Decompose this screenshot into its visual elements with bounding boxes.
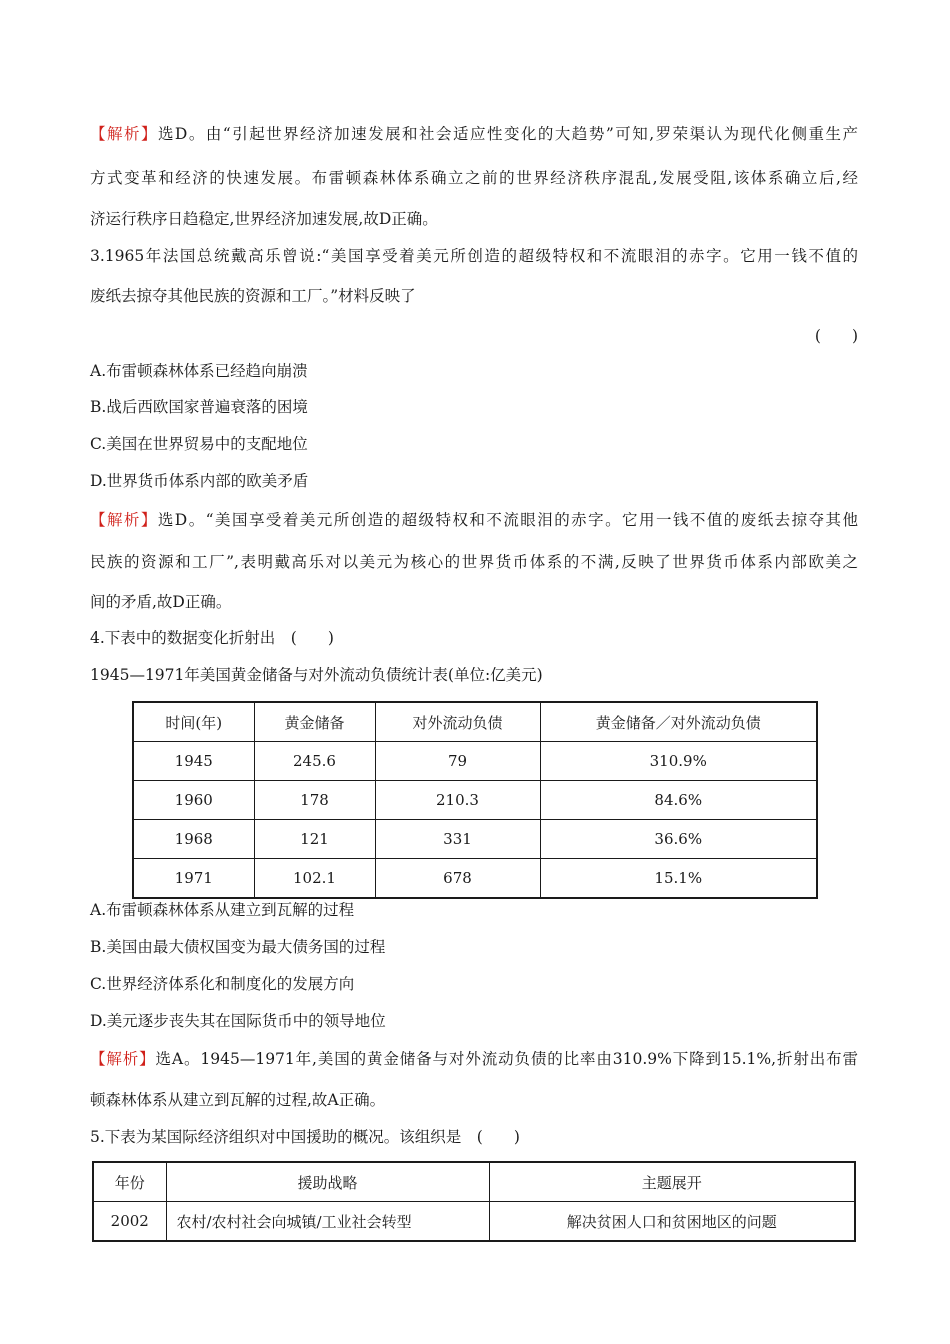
gold-reserve-table [132, 701, 818, 899]
q3-analysis-line2: 民族的资源和工厂”,表明戴高乐对以美元为核心的世界货币体系的不满,反映了世界货币体系内部欧美之 [90, 553, 858, 571]
q3-option-a: A.布雷顿森林体系已经趋向崩溃 [90, 362, 308, 380]
table-cell: 2002 [93, 1202, 166, 1242]
table-row [133, 742, 817, 781]
q4-option-c: C.世界经济体系化和制度化的发展方向 [90, 975, 355, 993]
q4-option-d: D.美元逐步丧失其在国际货币中的领导地位 [90, 1012, 386, 1030]
table-row [93, 1202, 855, 1242]
analysis-tag: 【解析】 [90, 1050, 156, 1068]
table-cell: 79 [375, 742, 540, 781]
table-cell: 84.6% [540, 781, 817, 820]
table-header-row [133, 702, 817, 742]
q3-option-c: C.美国在世界贸易中的支配地位 [90, 435, 308, 453]
table-header-cell: 主题展开 [489, 1162, 855, 1202]
table-cell: 15.1% [540, 859, 817, 899]
table-row [133, 820, 817, 859]
aid-overview-table [92, 1161, 856, 1242]
table-row [133, 781, 817, 820]
q2-analysis-line1: 【解析】选D。由“引起世界经济加速发展和社会适应性变化的大趋势”可知,罗荣渠认为现代化侧重生产 [90, 125, 858, 143]
table-header-cell: 黄金储备 [254, 702, 375, 742]
table-header-cell: 年份 [93, 1162, 166, 1202]
table-cell: 102.1 [254, 859, 375, 899]
q3-answer-paren: ( ) [814, 327, 858, 345]
q3-stem-line2: 废纸去掠夺其他民族的资源和工厂。”材料反映了 [90, 287, 416, 305]
q3-analysis-line1: 【解析】选D。“美国享受着美元所创造的超级特权和不流眼泪的赤字。它用一钱不值的废纸去掠夺其他 [90, 511, 858, 529]
table-cell: 210.3 [375, 781, 540, 820]
table-cell: 310.9% [540, 742, 817, 781]
q3-stem-line1: 3.1965年法国总统戴高乐曾说:“美国享受着美元所创造的超级特权和不流眼泪的赤字。它用一钱不值的 [90, 247, 858, 265]
q2-analysis-line2: 方式变革和经济的快速发展。布雷顿森林体系确立之前的世界经济秩序混乱,发展受阻,该体系确立后,经 [90, 169, 858, 187]
table-cell: 1971 [133, 859, 254, 899]
q4-analysis-line2: 顿森林体系从建立到瓦解的过程,故A正确。 [90, 1091, 386, 1109]
table-cell: 农村/农村社会向城镇/工业社会转型 [166, 1202, 489, 1242]
q4-table-title: 1945—1971年美国黄金储备与对外流动负债统计表(单位:亿美元) [90, 666, 543, 684]
table-header-cell: 黄金储备／对外流动负债 [540, 702, 817, 742]
table-cell: 678 [375, 859, 540, 899]
table-cell: 178 [254, 781, 375, 820]
table-cell: 331 [375, 820, 540, 859]
table-cell: 1960 [133, 781, 254, 820]
table-header-cell: 时间(年) [133, 702, 254, 742]
table-cell: 解决贫困人口和贫困地区的问题 [489, 1202, 855, 1242]
analysis-tag: 【解析】 [90, 125, 158, 143]
table-header-row [93, 1162, 855, 1202]
q3-option-d: D.世界货币体系内部的欧美矛盾 [90, 472, 309, 490]
table-header-cell: 对外流动负债 [375, 702, 540, 742]
table-cell: 245.6 [254, 742, 375, 781]
table-header-cell: 援助战略 [166, 1162, 489, 1202]
q3-analysis-line3: 间的矛盾,故D正确。 [90, 593, 232, 611]
table-row [133, 859, 817, 899]
table-cell: 1968 [133, 820, 254, 859]
q4-option-a: A.布雷顿森林体系从建立到瓦解的过程 [90, 901, 355, 919]
q2-analysis-line3: 济运行秩序日趋稳定,世界经济加速发展,故D正确。 [90, 210, 438, 228]
q5-stem: 5.下表为某国际经济组织对中国援助的概况。该组织是 ( ) [90, 1128, 520, 1146]
analysis-tag: 【解析】 [90, 511, 158, 529]
q4-analysis-line1: 【解析】选A。1945—1971年,美国的黄金储备与对外流动负债的比率由310.9%下降到15.1%,折射出布雷 [90, 1050, 858, 1068]
q3-option-b: B.战后西欧国家普遍衰落的困境 [90, 398, 308, 416]
table-cell: 36.6% [540, 820, 817, 859]
q4-stem: 4.下表中的数据变化折射出 ( ) [90, 629, 334, 647]
table-cell: 121 [254, 820, 375, 859]
table-cell: 1945 [133, 742, 254, 781]
q4-option-b: B.美国由最大债权国变为最大债务国的过程 [90, 938, 386, 956]
